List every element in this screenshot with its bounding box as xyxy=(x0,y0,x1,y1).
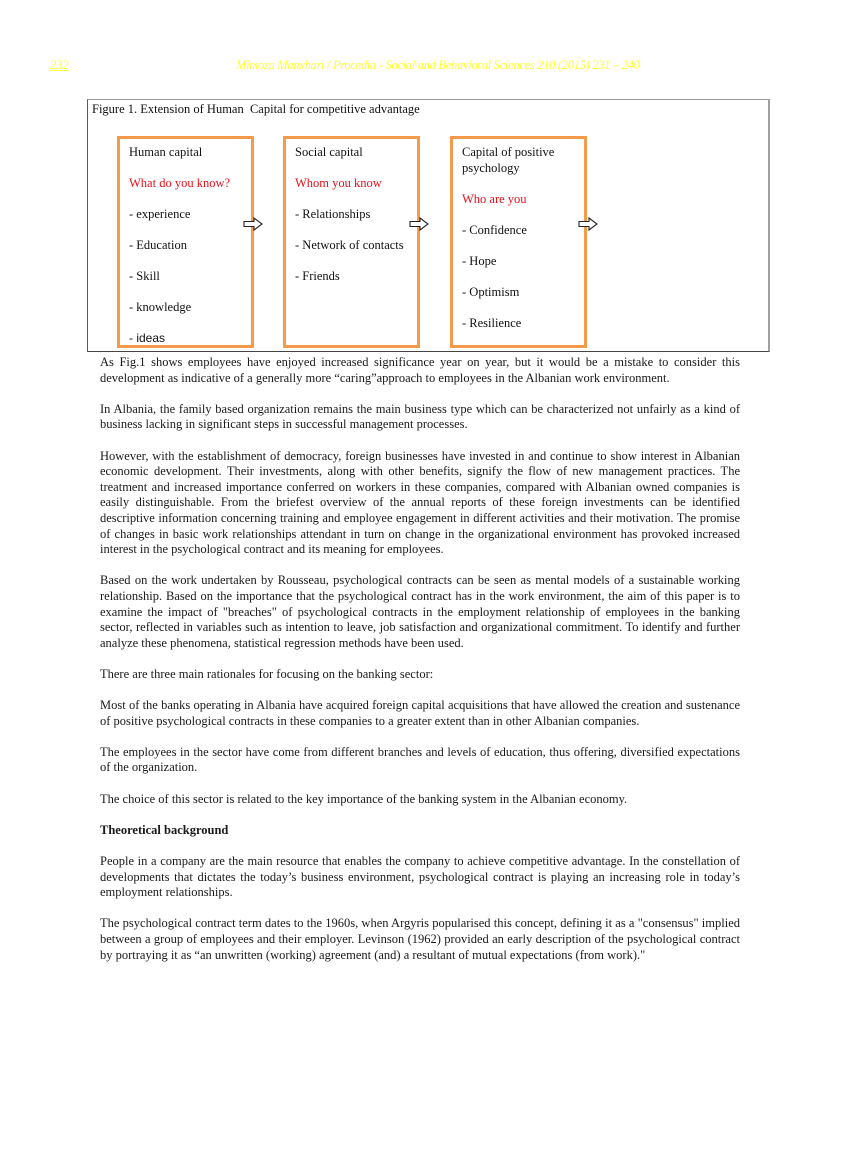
box-question: Whom you know xyxy=(295,176,382,190)
paragraph: As Fig.1 shows employees have enjoyed increased significance year on year, but it would be a mistake to consider this development as indicative of a generally more “caring”approach to employees in the Albanian work environment. xyxy=(100,355,740,385)
body-text xyxy=(100,355,740,979)
page-number: 232 xyxy=(50,58,69,72)
right-arrow-icon xyxy=(243,217,263,231)
box-title: Capital of positive psychology xyxy=(462,145,555,175)
running-header xyxy=(0,58,846,74)
paragraph: The psychological contract term dates to the 1960s, when Argyris popularised this concept, defining it as a "consensus" implied between a group of employees and their employer. Levinson (1962) provided an early description of the psychological contract by portraying it as “an unwritten (working) agreement (and) a resultant of mutual expectations (from work)." xyxy=(100,916,740,962)
paragraph: People in a company are the main resource that enables the company to achieve competitive advantage. In the constellation of developments that dictates the today’s business environment, psychological contract is playing an increasing role in today’s employment relationships. xyxy=(100,854,740,900)
box-item: - Hope xyxy=(462,253,497,268)
box-item: - Relationships xyxy=(295,207,371,221)
paragraph: However, with the establishment of democracy, foreign businesses have invested in and continue to show interest in Albanian economic development. Their investments, along with other benefits, signify the flow of new management practices. The treatment and increased importance conferred on workers in these companies, compared with Albanian owned companies is easily distinguishable. From the briefest overview of the annual reports of these foreign investments can be identified descriptive information concerning training and employee engagement in different activities and their motivation. The promise of changes in basic work relationships attendant in turn on change in the organizational environment has provoked increased interest in the psychological contract and its meaning for employees. xyxy=(100,448,740,557)
box-item: - Network of contacts xyxy=(295,238,404,252)
box-question: Who are you xyxy=(462,191,527,206)
box-item: - Education xyxy=(129,238,187,252)
paragraph: The employees in the sector have come from different branches and levels of education, thus offering, diversified expectations of the organization. xyxy=(100,744,740,775)
figure-1 xyxy=(87,99,770,352)
box-item: - Confidence xyxy=(462,222,527,237)
box-item: - Optimism xyxy=(462,284,520,299)
paragraph: Based on the work undertaken by Rousseau, psychological contracts can be seen as mental models of a sustainable working relationship. Based on the importance that the psychological contract has in the work environment, the aim of this paper is to examine the impact of "breaches" of psychological contracts in the employment relationship of employees in the banking sector, reflected in variables such as intention to leave, job satisfaction and organizational commitment. To identify and further analyze these phenomena, statistical regression methods have been used. xyxy=(100,573,740,650)
box-item: - Skill xyxy=(129,269,160,283)
paragraph: In Albania, the family based organization remains the main business type which can be characterized not unfairly as a kind of business lacking in significant steps in successful management processes. xyxy=(100,401,740,432)
right-arrow-icon xyxy=(578,217,598,231)
box-item: - knowledge xyxy=(129,300,192,314)
box-question: What do you know? xyxy=(129,176,231,190)
box-title: Social capital xyxy=(295,145,363,159)
box-item: - experience xyxy=(129,207,191,221)
journal-reference: Mimoza Manxhari / Procedia - Social and Behavioral Sciences 210 (2015) 231 – 240 xyxy=(236,58,640,72)
box-item: - Friends xyxy=(295,269,340,283)
box-title: Human capital xyxy=(129,145,203,159)
human-capital-box xyxy=(117,136,254,348)
paragraph: Most of the banks operating in Albania have acquired foreign capital acquisitions that have allowed the creation and sustenance of positive psychological contracts in these companies to a greater extent than in other Albanian companies. xyxy=(100,698,740,728)
paragraph: There are three main rationales for focusing on the banking sector: xyxy=(100,666,434,681)
positive-psychology-capital-box xyxy=(450,136,587,348)
box-item: - ideas xyxy=(129,331,166,345)
section-heading: Theoretical background xyxy=(100,822,229,837)
figure-caption: Figure 1. Extension of Human Capital for competitive advantage xyxy=(92,102,420,116)
right-arrow-icon xyxy=(409,217,429,231)
box-item: - Resilience xyxy=(462,315,522,330)
social-capital-box xyxy=(283,136,420,348)
paragraph: The choice of this sector is related to the key importance of the banking system in the Albanian economy. xyxy=(100,791,628,806)
